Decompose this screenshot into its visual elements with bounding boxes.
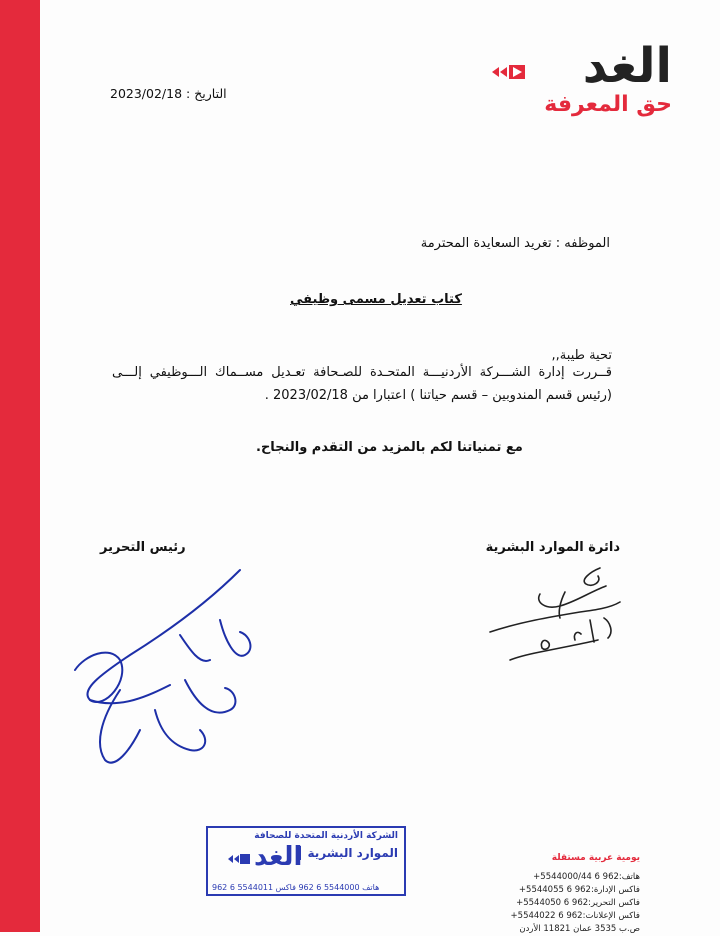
recipient-line: الموظفه : تغريد السعايدة المحترمة [420, 236, 610, 251]
editor-in-chief-title: رئيس التحرير [100, 540, 186, 555]
footer-ads-fax: فاكس الإعلانات:962 6 5544022+ [510, 911, 640, 921]
footer-editorial-fax: فاكس التحرير:962 6 5544050+ [516, 898, 640, 908]
closing-wish: مع تمنياتنا لكم بالمزيد من التقدم والنجاح. [256, 440, 523, 455]
body-line-2: (رئيس قسم المندوبين – قسم حياتنا ) اعتبارا من 2023/02/18 . [264, 388, 612, 403]
footer-daily: يومية عربية مستقلة [551, 853, 640, 863]
stamp-logo: الغد [254, 842, 303, 872]
brand-logo [482, 40, 672, 118]
left-red-border [0, 0, 40, 932]
play-arrows-icon [492, 64, 526, 80]
stamp-play-icon [228, 854, 250, 864]
hr-stamp [206, 826, 406, 896]
editor-signature [60, 560, 310, 780]
stamp-company: الشركة الأردنية المتحدة للصحافة [254, 831, 398, 841]
hr-department-title: دائرة الموارد البشرية [485, 540, 620, 555]
footer-address: ص.ب 3535 عمان 11821 الأردن [519, 924, 640, 934]
stamp-phones: هاتف 5544000 6 962 فاكس 5544011 6 962 [212, 883, 380, 892]
body-line-1: قــررت إدارة الشـــركة الأردنيـــة المتحـدة للصـحافة تعـديل مســماك الـــوظيفي إلـــى [112, 365, 612, 380]
footer-contact [511, 852, 640, 936]
stamp-department: الموارد البشرية [300, 846, 398, 860]
brand-tagline: حق المعرفة [544, 92, 672, 117]
hr-signature [480, 562, 630, 672]
brand-name: الغد [582, 38, 672, 94]
greeting: تحية طيبة,, [551, 348, 612, 363]
footer-admin-fax: فاكس الإدارة:962 6 5544055+ [518, 885, 640, 895]
footer-phone: هاتف:962 6 5544000/44+ [533, 872, 640, 882]
letter-subject: كتاب تعديل مسمى وظيفي [290, 292, 462, 307]
letter-date: التاريخ : 2023/02/18 [110, 86, 227, 101]
